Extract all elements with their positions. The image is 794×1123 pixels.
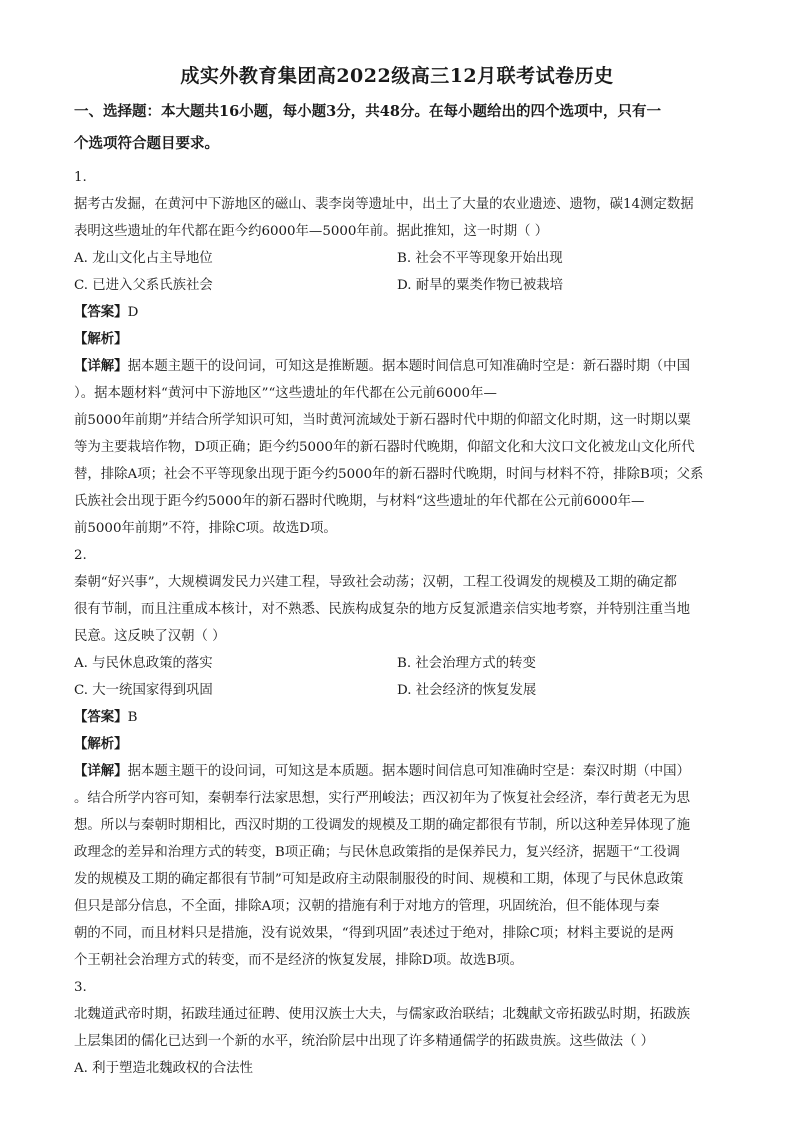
detail-line: 个王朝社会治理方式的转变，而不是经济的恢复发展，排除D项。故选B项。	[74, 953, 524, 968]
detail-line: 替，排除A项；社会不平等现象出现于距今约5000年的新石器时代晚期，时间与材料不符，排除B项；父系	[74, 467, 704, 482]
option-c: C. 已进入父系氏族社会	[74, 278, 213, 293]
section-heading	[74, 96, 720, 160]
detail-line: 但只是部分信息，不全面，排除A项；汉朝的措施有利于对地方的管理，巩固统治，但不能体现与秦	[74, 899, 660, 914]
options-row	[74, 677, 720, 704]
detail-line: 想。所以与秦朝时期相比，西汉时期的工役调发的规模及工期的确定都很有节制，所以这种差异体现了施	[74, 818, 690, 833]
answer-value: D	[127, 305, 139, 320]
option-d: D. 耐旱的粟类作物已被栽培	[397, 278, 564, 293]
answer-label: 【答案】	[74, 304, 128, 320]
detail-line	[74, 758, 720, 785]
option-d: D. 社会经济的恢复发展	[397, 683, 537, 698]
question-stem-line: 秦朝“好兴事”，大规模调发民力兴建工程，导致社会动荡；汉朝，工程工役调发的规模及工期的确定都	[74, 575, 677, 590]
section-heading-line: 一、选择题：本大题共16小题，每小题3分，共48分。在每小题给出的四个选项中，只有一	[74, 103, 661, 120]
question-stem-line: 很有节制，而且注重成本核计，对不熟悉、民族构成复杂的地方反复派遣亲信实地考察，并特别注重当地	[74, 602, 690, 617]
options-row	[74, 245, 720, 272]
question-stem-line: 北魏道武帝时期，拓跋珪通过征聘、使用汉族士大夫，与儒家政治联结；北魏献文帝拓跋弘时期，拓跋族	[74, 1007, 690, 1022]
detail-line: 朝的不同，而且材料只是措施，没有说效果，“得到巩固”表述过于绝对，排除C项；材料主要说的是两	[74, 926, 674, 941]
detail-label: 【详解】	[74, 763, 128, 779]
detail-line: 。结合所学内容可知，秦朝奉行法家思想，实行严刑峻法；西汉初年为了恢复社会经济，奉行黄老无为思	[74, 791, 690, 806]
question-number: 1.	[74, 170, 87, 185]
analysis-label: 【解析】	[74, 331, 128, 347]
detail-line: 政理念的差异和治理方式的转变，B项正确；与民休息政策指的是保养民力，复兴经济，据题干“工役调	[74, 845, 680, 860]
option-a: A. 利于塑造北魏政权的合法性	[74, 1061, 253, 1076]
question-number: 3.	[74, 980, 87, 995]
detail-text: 据本题主题干的设问词，可知这是推断题。据本题时间信息可知准确时空是：新石器时期（中国	[127, 359, 690, 374]
detail-line: 氏族社会出现于距今约5000年的新石器时代晚期，与材料“这些遗址的年代都在公元前6000年—	[74, 494, 645, 509]
analysis-line	[74, 731, 720, 758]
question-stem-line: 表明这些遗址的年代都在距今约6000年—5000年前。据此推知，这一时期（ ）	[74, 224, 549, 239]
detail-line	[74, 353, 720, 380]
answer-value: B	[127, 710, 138, 725]
option-a: A. 龙山文化占主导地位	[74, 251, 213, 266]
option-b: B. 社会不平等现象开始出现	[397, 251, 563, 266]
option-c: C. 大一统国家得到巩固	[74, 683, 213, 698]
option-a: A. 与民休息政策的落实	[74, 656, 213, 671]
detail-line: 前5000年前期”不符，排除C项。故选D项。	[74, 521, 337, 536]
question-number: 2.	[74, 548, 87, 563]
analysis-line	[74, 326, 720, 353]
option-b: B. 社会治理方式的转变	[397, 656, 536, 671]
question-stem-line: 据考古发掘，在黄河中下游地区的磁山、裴李岗等遗址中，出土了大量的农业遗迹、遗物，碳14测定数据	[74, 197, 694, 212]
options-row	[74, 650, 720, 677]
question-1	[74, 164, 720, 542]
detail-line: 等为主要栽培作物，D项正确；距今约5000年的新石器时代晚期，仰韶文化和大汶口文化被龙山文化所代	[74, 440, 695, 455]
detail-line: 前5000年前期”并结合所学知识可知，当时黄河流域处于新石器时代中期的仰韶文化时期，这一时期以粟	[74, 413, 691, 428]
answer-line	[74, 299, 720, 326]
section-heading-line: 个选项符合题目要求。	[74, 135, 219, 152]
detail-label: 【详解】	[74, 358, 128, 374]
detail-line: ）。据本题材料“黄河中下游地区”“这些遗址的年代都在公元前6000年—	[74, 386, 497, 401]
question-2	[74, 542, 720, 974]
options-row	[74, 272, 720, 299]
answer-line	[74, 704, 720, 731]
page-title: 成实外教育集团高2022级高三12月联考试卷历史	[180, 65, 614, 87]
analysis-label: 【解析】	[74, 736, 128, 752]
question-3	[74, 974, 720, 1082]
detail-line: 发的规模及工期的确定都很有节制”可知是政府主动限制服役的时间、规模和工期，体现了与民休息政策	[74, 872, 684, 887]
answer-label: 【答案】	[74, 709, 128, 725]
question-stem-line: 民意。这反映了汉朝（ ）	[74, 629, 226, 644]
detail-text: 据本题主题干的设问词，可知这是本质题。据本题时间信息可知准确时空是：秦汉时期（中国）	[127, 764, 690, 779]
question-stem-line: 上层集团的儒化已达到一个新的水平，统治阶层中出现了许多精通儒学的拓跋贵族。这些做法（ ）	[74, 1034, 655, 1049]
